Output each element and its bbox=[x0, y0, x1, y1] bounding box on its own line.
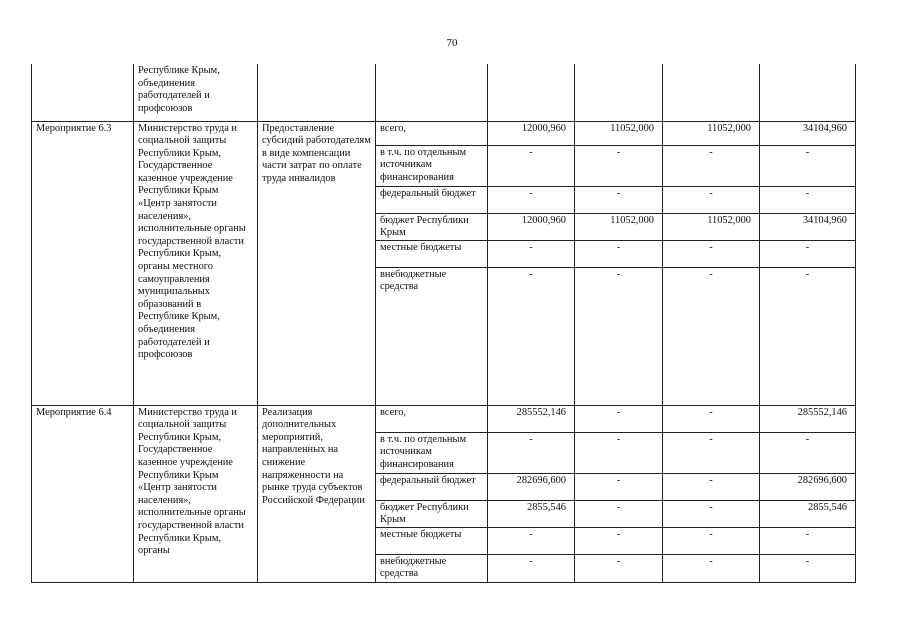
value-cell: - bbox=[488, 432, 575, 473]
measure-name: Мероприятие 6.3 bbox=[32, 121, 134, 405]
value-cell: 11052,000 bbox=[575, 121, 663, 145]
value-cell: - bbox=[488, 554, 575, 582]
value-cell: - bbox=[575, 186, 663, 213]
value-cell: 34104,960 bbox=[760, 121, 856, 145]
funding-source: всего, bbox=[376, 405, 488, 432]
table-row bbox=[32, 405, 856, 432]
value-cell: - bbox=[575, 405, 663, 432]
value-cell: 285552,146 bbox=[760, 405, 856, 432]
value-cell: - bbox=[760, 527, 856, 554]
funding-source: бюджет Республики Крым bbox=[376, 500, 488, 527]
funding-source: местные бюджеты bbox=[376, 527, 488, 554]
value-cell: - bbox=[663, 473, 760, 500]
value-cell: - bbox=[575, 500, 663, 527]
value-cell: - bbox=[663, 405, 760, 432]
continuation-value-cell bbox=[760, 64, 856, 121]
value-cell: - bbox=[575, 267, 663, 405]
measure-executor: Министерство труда и социальной защиты Республики Крым, Государственное казенное учреждение Республики Крым «Центр занятости населения», исполнительные органы государственной власти Республики Крым, органы местного самоуправления муниципальных образований в Республике Крым, объединения работодателей и профсоюзов bbox=[134, 121, 258, 405]
page-number: 70 bbox=[446, 37, 458, 49]
measure-name: Мероприятие 6.4 bbox=[32, 405, 134, 582]
value-cell: 282696,600 bbox=[488, 473, 575, 500]
value-cell: - bbox=[488, 527, 575, 554]
continuation-executor-cell: Республике Крым, объединения работодателей и профсоюзов bbox=[134, 64, 258, 121]
value-cell: - bbox=[488, 186, 575, 213]
continuation-source-cell bbox=[376, 64, 488, 121]
value-cell: - bbox=[663, 267, 760, 405]
value-cell: - bbox=[760, 186, 856, 213]
value-cell: 11052,000 bbox=[663, 121, 760, 145]
continuation-row bbox=[32, 64, 856, 121]
value-cell: - bbox=[488, 267, 575, 405]
value-cell: - bbox=[663, 240, 760, 267]
value-cell: - bbox=[663, 145, 760, 186]
value-cell: 12000,960 bbox=[488, 213, 575, 240]
measure-description: Предоставление субсидий работодателям в виде компенсации части затрат по оплате труда инвалидов bbox=[258, 121, 376, 405]
value-cell: - bbox=[663, 527, 760, 554]
value-cell: - bbox=[575, 527, 663, 554]
funding-source: внебюджетные средства bbox=[376, 267, 488, 405]
value-cell: 11052,000 bbox=[575, 213, 663, 240]
value-cell: - bbox=[488, 145, 575, 186]
funding-source: местные бюджеты bbox=[376, 240, 488, 267]
value-cell: 285552,146 bbox=[488, 405, 575, 432]
funding-source: федеральный бюджет bbox=[376, 473, 488, 500]
funding-source: федеральный бюджет bbox=[376, 186, 488, 213]
measure-description: Реализация дополнительных мероприятий, направленных на снижение напряженности на рынке труда субъектов Российской Федерации bbox=[258, 405, 376, 582]
value-cell: - bbox=[575, 554, 663, 582]
budget-table bbox=[31, 64, 856, 583]
value-cell: 2855,546 bbox=[488, 500, 575, 527]
value-cell: 2855,546 bbox=[760, 500, 856, 527]
value-cell: 282696,600 bbox=[760, 473, 856, 500]
value-cell: 12000,960 bbox=[488, 121, 575, 145]
funding-source: в т.ч. по отдельным источникам финансирования bbox=[376, 432, 488, 473]
value-cell: - bbox=[760, 432, 856, 473]
value-cell: - bbox=[575, 240, 663, 267]
table-row bbox=[32, 121, 856, 145]
measure-executor: Министерство труда и социальной защиты Республики Крым, Государственное казенное учреждение Республики Крым «Центр занятости населения», исполнительные органы государственной власти Республики Крым, органы bbox=[134, 405, 258, 582]
continuation-value-cell bbox=[663, 64, 760, 121]
value-cell: - bbox=[760, 267, 856, 405]
value-cell: - bbox=[663, 432, 760, 473]
value-cell: - bbox=[575, 145, 663, 186]
value-cell: - bbox=[760, 240, 856, 267]
continuation-name-cell bbox=[32, 64, 134, 121]
value-cell: 11052,000 bbox=[663, 213, 760, 240]
continuation-description-cell bbox=[258, 64, 376, 121]
value-cell: 34104,960 bbox=[760, 213, 856, 240]
funding-source: в т.ч. по отдельным источникам финансирования bbox=[376, 145, 488, 186]
value-cell: - bbox=[663, 500, 760, 527]
value-cell: - bbox=[760, 554, 856, 582]
value-cell: - bbox=[663, 554, 760, 582]
funding-source: всего, bbox=[376, 121, 488, 145]
continuation-value-cell bbox=[488, 64, 575, 121]
value-cell: - bbox=[575, 473, 663, 500]
continuation-value-cell bbox=[575, 64, 663, 121]
value-cell: - bbox=[663, 186, 760, 213]
funding-source: внебюджетные средства bbox=[376, 554, 488, 582]
value-cell: - bbox=[488, 240, 575, 267]
value-cell: - bbox=[760, 145, 856, 186]
value-cell: - bbox=[575, 432, 663, 473]
funding-source: бюджет Республики Крым bbox=[376, 213, 488, 240]
